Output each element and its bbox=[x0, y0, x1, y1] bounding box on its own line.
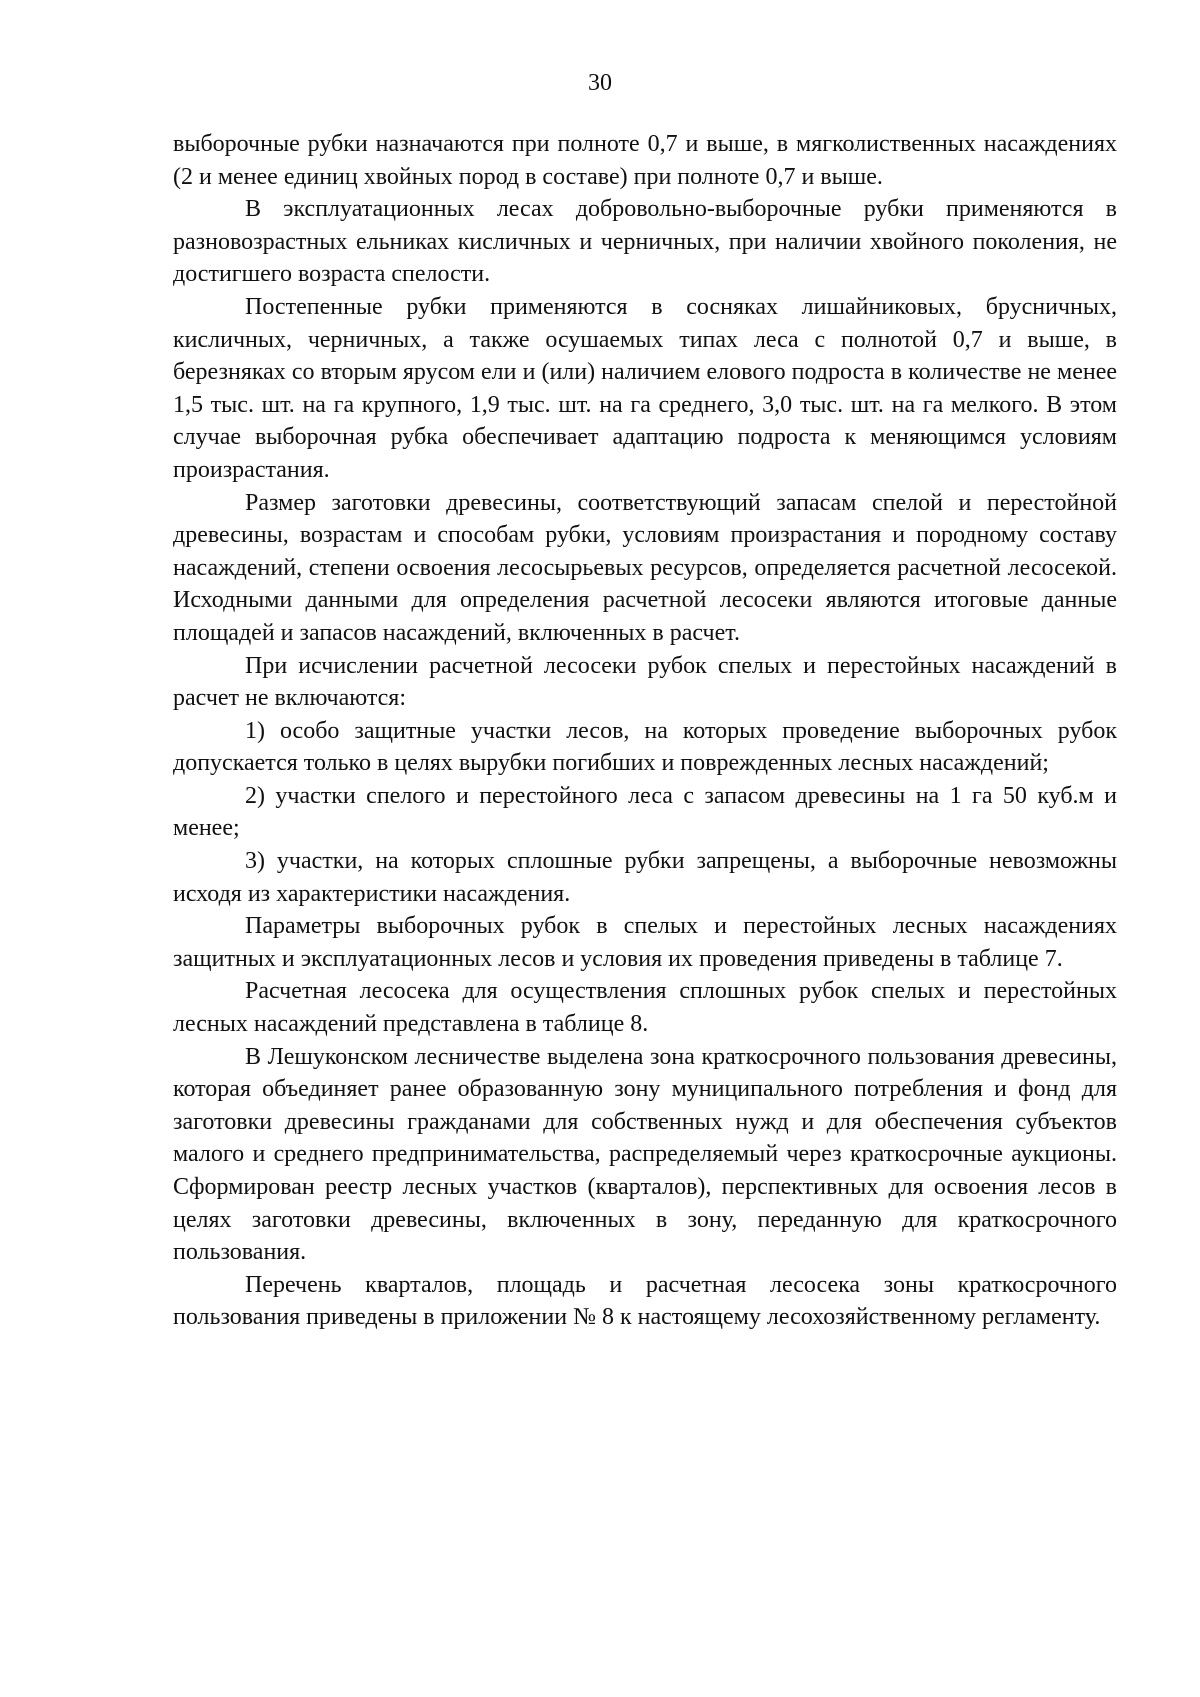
list-item: 1) особо защитные участки лесов, на которых проведение выборочных рубок допускается только в целях вырубки погибших и поврежденных лесных насаждений; bbox=[173, 717, 1117, 777]
paragraph: В Лешуконском лесничестве выделена зона краткосрочного пользования древесины, которая объединяет ранее образованную зону муниципального потребления и фонд для заготовки древесины гражданами для собственных нужд и для обеспечения субъектов малого и среднего предпринимательства, распределяемый через краткосрочные аукционы. Сформирован реестр лесных участков (кварталов), перспективных для освоения лесов в целях заготовки древесины, включенных в зону, переданную для краткосрочного пользования. bbox=[173, 1043, 1117, 1266]
paragraph: Размер заготовки древесины, соответствующий запасам спелой и перестойной древесины, возрастам и способам рубки, условиям произрастания и породному составу насаждений, степени освоения лесосырьевых ресурсов, определяется расчетной лесосекой. Исходными данными для определения расчетной лесосеки являются итоговые данные площадей и запасов насаждений, включенных в расчет. bbox=[173, 489, 1117, 646]
list-item: 2) участки спелого и перестойного леса с запасом древесины на 1 га 50 куб.м и менее; bbox=[173, 782, 1117, 842]
list-item: 3) участки, на которых сплошные рубки запрещены, а выборочные невозможны исходя из характеристики насаждения. bbox=[173, 848, 1117, 907]
paragraph: Параметры выборочных рубок в спелых и перестойных лесных насаждениях защитных и эксплуатационных лесов и условия их проведения приведены в таблице 7. bbox=[173, 913, 1117, 972]
paragraph: Постепенные рубки применяются в сосняках лишайниковых, брусничных, кисличных, черничных, а также осушаемых типах леса с полнотой 0,7 и выше, в березняках со вторым ярусом ели и (или) наличием елового подроста в количестве не менее 1,5 тыс. шт. на га крупного, 1,9 тыс. шт. на га среднего, 3,0 тыс. шт. на га мелкого. В этом случае выборочная рубка обеспечивает адаптацию подроста к меняющимся условиям произрастания. bbox=[173, 293, 1117, 483]
paragraph: Перечень кварталов, площадь и расчетная лесосека зоны краткосрочного пользования приведены в приложении № 8 к настоящему лесохозяйственному регламенту. bbox=[173, 1271, 1117, 1331]
document-body bbox=[173, 128, 1117, 1334]
page-number: 30 bbox=[588, 70, 612, 96]
paragraph: Расчетная лесосека для осуществления сплошных рубок спелых и перестойных лесных насаждений представлена в таблице 8. bbox=[173, 978, 1117, 1038]
paragraph-continuation: выборочные рубки назначаются при полноте 0,7 и выше, в мягколиственных насаждениях (2 и менее единиц хвойных пород в составе) при полноте 0,7 и выше. bbox=[173, 131, 1117, 190]
paragraph: При исчислении расчетной лесосеки рубок спелых и перестойных насаждений в расчет не включаются: bbox=[173, 652, 1117, 712]
paragraph: В эксплуатационных лесах добровольно-выборочные рубки применяются в разновозрастных ельниках кисличных и черничных, при наличии хвойного поколения, не достигшего возраста спелости. bbox=[173, 196, 1117, 288]
